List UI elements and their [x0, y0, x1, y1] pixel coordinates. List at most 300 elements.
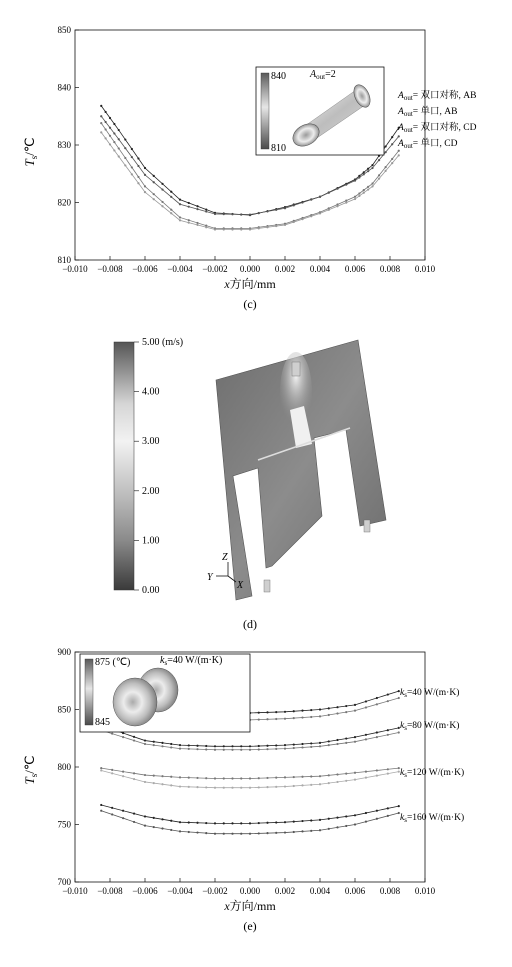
e-data-point — [336, 781, 338, 783]
c-data-point — [319, 212, 321, 214]
e-data-point — [398, 731, 400, 733]
inset-colorbar-c — [261, 73, 269, 149]
e-data-point — [387, 807, 389, 809]
e-data-point — [170, 746, 172, 748]
c-data-point — [354, 196, 356, 198]
e-data-point — [144, 739, 146, 741]
e-data-point — [376, 731, 378, 733]
y-axis-label-c: $T_s/℃$ — [22, 137, 39, 167]
c-data-point — [105, 121, 107, 123]
e-data-point — [144, 781, 146, 783]
c-x-tick-label: −0.010 — [62, 264, 88, 274]
e-data-point — [328, 782, 330, 784]
e-data-point — [275, 821, 277, 823]
e-data-point — [153, 741, 155, 743]
c-data-point — [161, 183, 163, 185]
e-data-point — [258, 786, 260, 788]
c-data-point — [367, 170, 369, 172]
c-data-point — [118, 138, 120, 140]
e-data-point — [188, 821, 190, 823]
c-y-tick-label: 830 — [57, 140, 71, 150]
c-data-point — [398, 154, 400, 156]
e-data-point — [111, 733, 113, 735]
e-data-point — [249, 745, 251, 747]
e-data-point — [310, 746, 312, 748]
e-data-point — [161, 745, 163, 747]
e-data-point — [310, 830, 312, 832]
c-data-point — [231, 228, 233, 230]
e-data-point — [170, 784, 172, 786]
c-data-point — [391, 136, 393, 138]
c-data-point — [398, 135, 400, 137]
c-data-point — [310, 199, 312, 201]
e-data-point — [223, 822, 225, 824]
c-data-point — [131, 173, 133, 175]
c-data-point — [170, 196, 172, 198]
inset-colorbar-e — [85, 659, 93, 725]
e-data-point — [214, 822, 216, 824]
e-data-point — [301, 784, 303, 786]
c-data-point — [328, 192, 330, 194]
e-data-point — [153, 782, 155, 784]
c-data-point — [363, 173, 365, 175]
e-data-point — [387, 768, 389, 770]
e-legend-entry: $k_s=80$ W/(m·K) — [400, 721, 460, 732]
c-data-point — [358, 176, 360, 178]
e-data-point — [365, 777, 367, 779]
c-data-point — [100, 115, 102, 117]
c-data-point — [385, 170, 387, 172]
e-data-point — [133, 778, 135, 780]
e-data-point — [293, 717, 295, 719]
e-data-point — [223, 833, 225, 835]
c-data-point — [391, 162, 393, 164]
c-data-point — [153, 198, 155, 200]
e-data-point — [328, 744, 330, 746]
e-data-point — [266, 822, 268, 824]
c-data-point — [137, 182, 139, 184]
e-data-point — [365, 700, 367, 702]
c-data-point — [179, 199, 181, 201]
e-data-point — [170, 743, 172, 745]
c-data-point — [354, 180, 356, 182]
c-data-point — [118, 155, 120, 157]
panel-caption-c: (c) — [243, 297, 257, 311]
e-data-point — [354, 823, 356, 825]
e-data-point — [284, 785, 286, 787]
e-data-point — [249, 749, 251, 751]
e-data-point — [336, 817, 338, 819]
e-data-point — [328, 714, 330, 716]
e-data-point — [354, 710, 356, 712]
e-data-point — [301, 746, 303, 748]
e-data-point — [100, 769, 102, 771]
legend-e — [400, 687, 464, 824]
e-x-tick-label: 0.008 — [379, 886, 401, 896]
c-data-point — [378, 159, 380, 161]
e-data-point — [275, 786, 277, 788]
e-data-point — [365, 738, 367, 740]
c-data-point — [214, 228, 216, 230]
c-x-tick-label: −0.004 — [167, 264, 193, 274]
e-data-point — [122, 810, 124, 812]
e-data-point — [301, 710, 303, 712]
c-data-point — [170, 209, 172, 211]
e-data-point — [376, 703, 378, 705]
e-data-point — [319, 742, 321, 744]
c-data-point — [275, 225, 277, 227]
c-data-point — [363, 171, 365, 173]
e-data-point — [249, 833, 251, 835]
c-data-point — [358, 192, 360, 194]
c-data-point — [153, 181, 155, 183]
e-data-point — [336, 712, 338, 714]
c-data-point — [354, 198, 356, 200]
e-data-point — [293, 710, 295, 712]
c-data-point — [214, 213, 216, 215]
e-data-point — [365, 812, 367, 814]
e-data-point — [205, 822, 207, 824]
c-x-tick-label: −0.006 — [132, 264, 158, 274]
e-data-point — [179, 776, 181, 778]
c-data-point — [275, 209, 277, 211]
e-data-point — [328, 707, 330, 709]
e-data-point — [144, 815, 146, 817]
e-data-point — [133, 739, 135, 741]
c-data-point — [266, 226, 268, 228]
e-data-point — [231, 822, 233, 824]
e-data-point — [354, 736, 356, 738]
chart-e — [0, 640, 512, 967]
c-data-point — [301, 201, 303, 203]
c-x-tick-label: 0.004 — [309, 264, 331, 274]
e-data-point — [188, 831, 190, 833]
velocity-colorbar — [114, 342, 134, 590]
e-data-point — [258, 748, 260, 750]
c-data-point — [336, 188, 338, 190]
e-data-point — [354, 814, 356, 816]
e-data-point — [196, 745, 198, 747]
e-data-point — [170, 829, 172, 831]
e-data-point — [100, 767, 102, 769]
inset-min-label-e: 845 — [95, 717, 110, 728]
e-data-point — [223, 745, 225, 747]
e-x-tick-label: −0.006 — [132, 886, 158, 896]
e-data-point — [266, 718, 268, 720]
c-data-point — [105, 128, 107, 130]
e-data-point — [284, 744, 286, 746]
c-x-tick-label: 0.008 — [379, 264, 401, 274]
c-data-point — [113, 123, 115, 125]
e-data-point — [365, 821, 367, 823]
e-data-point — [319, 783, 321, 785]
e-data-point — [365, 706, 367, 708]
e-data-point — [188, 786, 190, 788]
c-data-point — [398, 150, 400, 152]
panel-caption-d: (d) — [243, 617, 257, 631]
e-data-point — [196, 786, 198, 788]
e-data-point — [231, 749, 233, 751]
e-data-point — [275, 718, 277, 720]
e-data-point — [249, 777, 251, 779]
e-data-point — [301, 830, 303, 832]
e-data-point — [336, 706, 338, 708]
c-data-point — [188, 206, 190, 208]
e-data-point — [214, 787, 216, 789]
e-data-point — [387, 734, 389, 736]
e-data-point — [205, 777, 207, 779]
e-x-tick-label: 0.010 — [414, 886, 436, 896]
e-x-tick-label: −0.010 — [62, 886, 88, 896]
panel-caption-e: (e) — [243, 919, 257, 933]
c-data-point — [144, 167, 146, 169]
e-data-point — [310, 709, 312, 711]
e-data-point — [179, 830, 181, 832]
e-data-point — [376, 697, 378, 699]
e-data-point — [266, 748, 268, 750]
e-data-point — [133, 812, 135, 814]
e-data-point — [354, 779, 356, 781]
e-data-point — [275, 744, 277, 746]
c-x-tick-label: −0.008 — [97, 264, 123, 274]
e-data-point — [293, 831, 295, 833]
c-data-point — [358, 195, 360, 197]
e-data-point — [345, 825, 347, 827]
e-data-point — [310, 784, 312, 786]
e-data-point — [205, 786, 207, 788]
c-x-tick-label: 0.006 — [344, 264, 366, 274]
c-legend-entry: $A_{out}=$ 单口, CD — [398, 139, 458, 150]
c-y-tick-label: 820 — [57, 197, 71, 208]
e-data-point — [258, 745, 260, 747]
c-data-point — [319, 196, 321, 198]
c-legend-entry: $A_{out}=$ 单口, AB — [398, 107, 458, 118]
e-y-tick-label: 900 — [57, 647, 71, 657]
c-legend-entry: $A_{out}=$ 双口对称, AB — [398, 91, 477, 102]
e-data-point — [161, 775, 163, 777]
c-data-point — [336, 205, 338, 207]
c-data-point — [109, 127, 111, 129]
e-data-point — [240, 787, 242, 789]
c-data-point — [371, 164, 373, 166]
e-data-point — [345, 737, 347, 739]
c-data-point — [385, 145, 387, 147]
e-data-point — [153, 826, 155, 828]
e-data-point — [240, 745, 242, 747]
e-data-point — [205, 748, 207, 750]
e-data-point — [258, 777, 260, 779]
e-data-point — [133, 821, 135, 823]
c-data-point — [105, 137, 107, 139]
c-data-point — [284, 207, 286, 209]
e-data-point — [328, 818, 330, 820]
e-data-point — [336, 773, 338, 775]
e-data-point — [345, 705, 347, 707]
c-data-point — [124, 164, 126, 166]
c-data-point — [144, 191, 146, 193]
legend-c — [397, 89, 477, 150]
e-data-point — [214, 749, 216, 751]
c-data-point — [100, 105, 102, 107]
e-data-point — [153, 775, 155, 777]
c-data-point — [205, 226, 207, 228]
c-data-point — [196, 208, 198, 210]
c-data-point — [109, 135, 111, 137]
e-data-point — [319, 829, 321, 831]
c-data-point — [137, 165, 139, 167]
e-data-point — [336, 826, 338, 828]
c-data-point — [196, 222, 198, 224]
e-legend-entry: $k_s=40$ W/(m·K) — [400, 688, 460, 699]
c-data-point — [179, 216, 181, 218]
e-data-point — [293, 785, 295, 787]
e-data-point — [111, 807, 113, 809]
inset-min-label-c: 810 — [271, 143, 286, 154]
inset-e — [80, 654, 250, 732]
e-data-point — [310, 775, 312, 777]
c-data-point — [124, 138, 126, 140]
c-data-point — [345, 184, 347, 186]
colorbar-ticks-d — [134, 337, 183, 596]
c-data-point — [131, 166, 133, 168]
c-data-point — [161, 201, 163, 203]
c-data-point — [249, 213, 251, 215]
c-data-point — [124, 147, 126, 149]
e-y-tick-label: 800 — [57, 762, 71, 772]
e-data-point — [387, 729, 389, 731]
e-data-point — [188, 744, 190, 746]
c-data-point — [131, 148, 133, 150]
e-data-point — [275, 777, 277, 779]
e-data-point — [196, 748, 198, 750]
e-data-point — [223, 777, 225, 779]
inset-c — [256, 67, 384, 155]
c-data-point — [249, 228, 251, 230]
e-y-tick-label: 700 — [57, 877, 71, 887]
c-data-point — [188, 222, 190, 224]
e-data-point — [376, 775, 378, 777]
c-data-point — [109, 143, 111, 145]
c-data-point — [113, 141, 115, 143]
c-data-point — [118, 129, 120, 131]
e-data-point — [153, 817, 155, 819]
c-data-point — [363, 192, 365, 194]
c-data-point — [105, 111, 107, 113]
e-data-point — [310, 742, 312, 744]
e-data-point — [284, 711, 286, 713]
e-data-point — [205, 745, 207, 747]
c-data-point — [371, 167, 373, 169]
c-data-point — [345, 200, 347, 202]
e-data-point — [376, 736, 378, 738]
e-data-point — [231, 745, 233, 747]
c-data-point — [371, 182, 373, 184]
e-data-point — [179, 744, 181, 746]
e-data-point — [231, 787, 233, 789]
e-data-point — [319, 715, 321, 717]
e-data-point — [240, 833, 242, 835]
c-data-point — [293, 221, 295, 223]
axis-z-label: Z — [222, 552, 228, 563]
colorbar-tick-label: 2.00 — [142, 485, 160, 497]
c-data-point — [328, 209, 330, 211]
c-legend-entry: $A_{out}=$ 双口对称, CD — [398, 123, 477, 134]
e-data-point — [240, 822, 242, 824]
e-data-point — [284, 821, 286, 823]
e-data-point — [266, 745, 268, 747]
x-axis-label-c: x方向/mm — [224, 277, 276, 291]
e-data-point — [284, 718, 286, 720]
e-data-point — [161, 783, 163, 785]
e-data-point — [275, 832, 277, 834]
e-data-point — [387, 693, 389, 695]
e-data-point — [293, 821, 295, 823]
e-data-point — [376, 818, 378, 820]
c-data-point — [231, 213, 233, 215]
e-data-point — [196, 822, 198, 824]
e-series-line — [101, 805, 399, 823]
e-data-point — [376, 810, 378, 812]
e-data-point — [179, 785, 181, 787]
c-data-point — [205, 210, 207, 212]
axis-x-label: X — [237, 580, 244, 591]
e-data-point — [188, 777, 190, 779]
e-data-point — [111, 772, 113, 774]
e-data-point — [205, 832, 207, 834]
e-data-point — [345, 742, 347, 744]
e-data-point — [310, 819, 312, 821]
c-data-point — [137, 157, 139, 159]
colorbar-tick-label: 4.00 — [142, 386, 160, 398]
e-data-point — [319, 775, 321, 777]
c-y-tick-label: 850 — [57, 25, 71, 35]
figure-d — [0, 320, 512, 640]
e-data-point — [336, 743, 338, 745]
e-data-point — [275, 711, 277, 713]
e-data-point — [240, 777, 242, 779]
axis-y-label: Y — [207, 572, 213, 583]
e-data-point — [266, 786, 268, 788]
e-data-point — [258, 822, 260, 824]
inset-title-e: $k_s=40$ W/(m·K) — [160, 655, 223, 667]
e-data-point — [354, 741, 356, 743]
e-data-point — [328, 740, 330, 742]
e-data-point — [223, 787, 225, 789]
c-x-tick-label: −0.002 — [202, 264, 228, 274]
e-data-point — [122, 775, 124, 777]
c-data-point — [153, 193, 155, 195]
c-data-point — [223, 228, 225, 230]
c-data-point — [100, 131, 102, 133]
e-data-point — [170, 820, 172, 822]
c-data-point — [137, 176, 139, 178]
e-legend-entry: $k_s=120$ W/(m·K) — [400, 768, 465, 779]
e-x-tick-label: 0.006 — [344, 886, 366, 896]
e-data-point — [161, 827, 163, 829]
e-data-point — [345, 780, 347, 782]
e-data-point — [387, 815, 389, 817]
e-y-tick-label: 850 — [57, 704, 71, 715]
e-data-point — [258, 718, 260, 720]
e-data-point — [336, 739, 338, 741]
e-data-point — [398, 805, 400, 807]
e-data-point — [111, 769, 113, 771]
e-data-point — [266, 832, 268, 834]
c-data-point — [179, 219, 181, 221]
e-data-point — [345, 773, 347, 775]
e-x-tick-label: 0.002 — [274, 886, 296, 896]
e-data-point — [214, 745, 216, 747]
